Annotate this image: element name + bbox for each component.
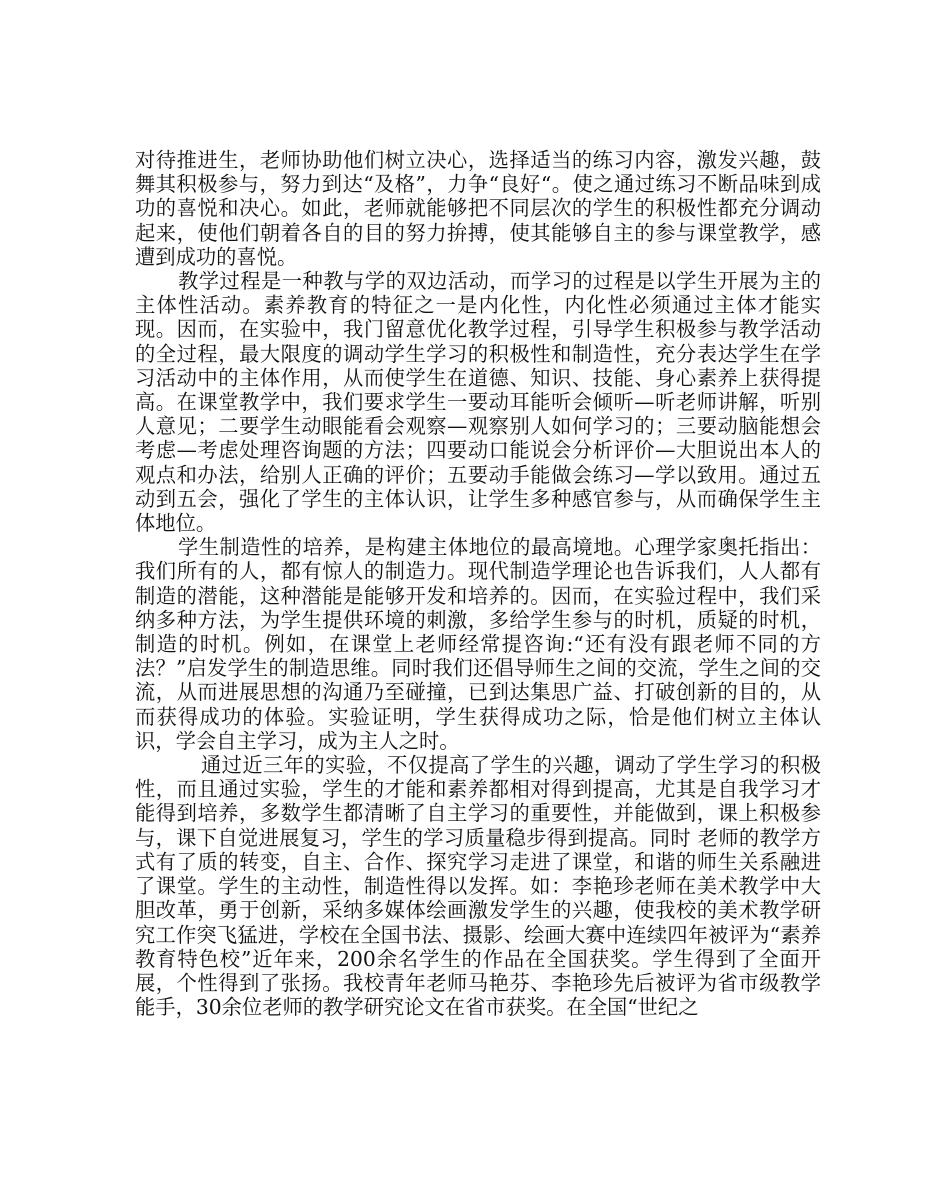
- paragraph-teaching-process: 教学过程是一种教与学的双边活动，而学习的过程是以学生开展为主的主体性活动。素养教育的特征之一是内化性，内化性必须通过主体才能实现。因而，在实验中，我门留意优化教学过程，引导学生积极参与教学活动的全过程，最大限度的调动学生学习的积极性和制造性，充分表达学生在学习活动中的主体作用，从而使学生在道德、知识、技能、身心素养上获得提高。在课堂教学中，我们要求学生一要动耳能听会倾听—听老师讲解，听别人意见；二要学生动眼能看会观察—观察别人如何学习的；三要动脑能想会考虑—考虑处理咨询题的方法；四要动口能说会分析评价—大胆说出本人的观点和办法，给别人正确的评价；五要动手能做会练习—学以致用。通过五动到五会，强化了学生的主体认识，让学生多种感官参与，从而确保学生主体地位。: [135, 269, 821, 536]
- paragraph-continuation: 对待推进生，老师协助他们树立决心，选择适当的练习内容，激发兴趣，鼓舞其积极参与，努力到达“及格”，力争“良好“。使之通过练习不断品味到成功的喜悦和决心。如此，老师就能够把不同层次的学生的积极性都充分调动起来，使他们朝着各自的目的努力拚搏，使其能够自主的参与课堂教学，感遭到成功的喜悦。: [135, 148, 821, 269]
- paragraph-creativity: 学生制造性的培养，是构建主体地位的最高境地。心理学家奥托指出：我们所有的人，都有惊人的制造力。现代制造学理论也告诉我们，人人都有制造的潜能，这种潜能是能够开发和培养的。因而，在实验过程中，我们采纳多种方法，为学生提供环境的刺激，多给学生参与的时机，质疑的时机，制造的时机。例如，在课堂上老师经常提咨询:“还有没有跟老师不同的方法？”启发学生的制造思维。同时我们还倡导师生之间的交流，学生之间的交流，从而进展思想的沟通乃至碰撞，已到达集思广益、打破创新的目的，从而获得成功的体验。实验证明，学生获得成功之际，恰是他们树立主体认识，学会自主学习，成为主人之时。: [135, 535, 821, 753]
- document-body: [135, 148, 821, 1019]
- paragraph-results: 通过近三年的实验，不仅提高了学生的兴趣，调动了学生学习的积极性，而且通过实验，学生的才能和素养都相对得到提高，尤其是自我学习才能得到培养，多数学生都清晰了自主学习的重要性，并能做到，课上积极参与，课下自觉进展复习，学生的学习质量稳步得到提高。同时 老师的教学方式有了质的转变，自主、合作、探究学习走进了课堂，和谐的师生关系融进了课堂。学生的主动性，制造性得以发挥。如：李艳珍老师在美术教学中大胆改革，勇于创新，采纳多媒体绘画激发学生的兴趣，使我校的美术教学研究工作突飞猛进，学校在全国书法、摄影、绘画大赛中连续四年被评为“素养教育特色校”近年来，200余名学生的作品在全国获奖。学生得到了全面开展，个性得到了张扬。我校青年老师马艳芬、李艳珍先后被评为省市级教学能手，30余位老师的教学研究论文在省市获奖。在全国“世纪之: [135, 753, 821, 1020]
